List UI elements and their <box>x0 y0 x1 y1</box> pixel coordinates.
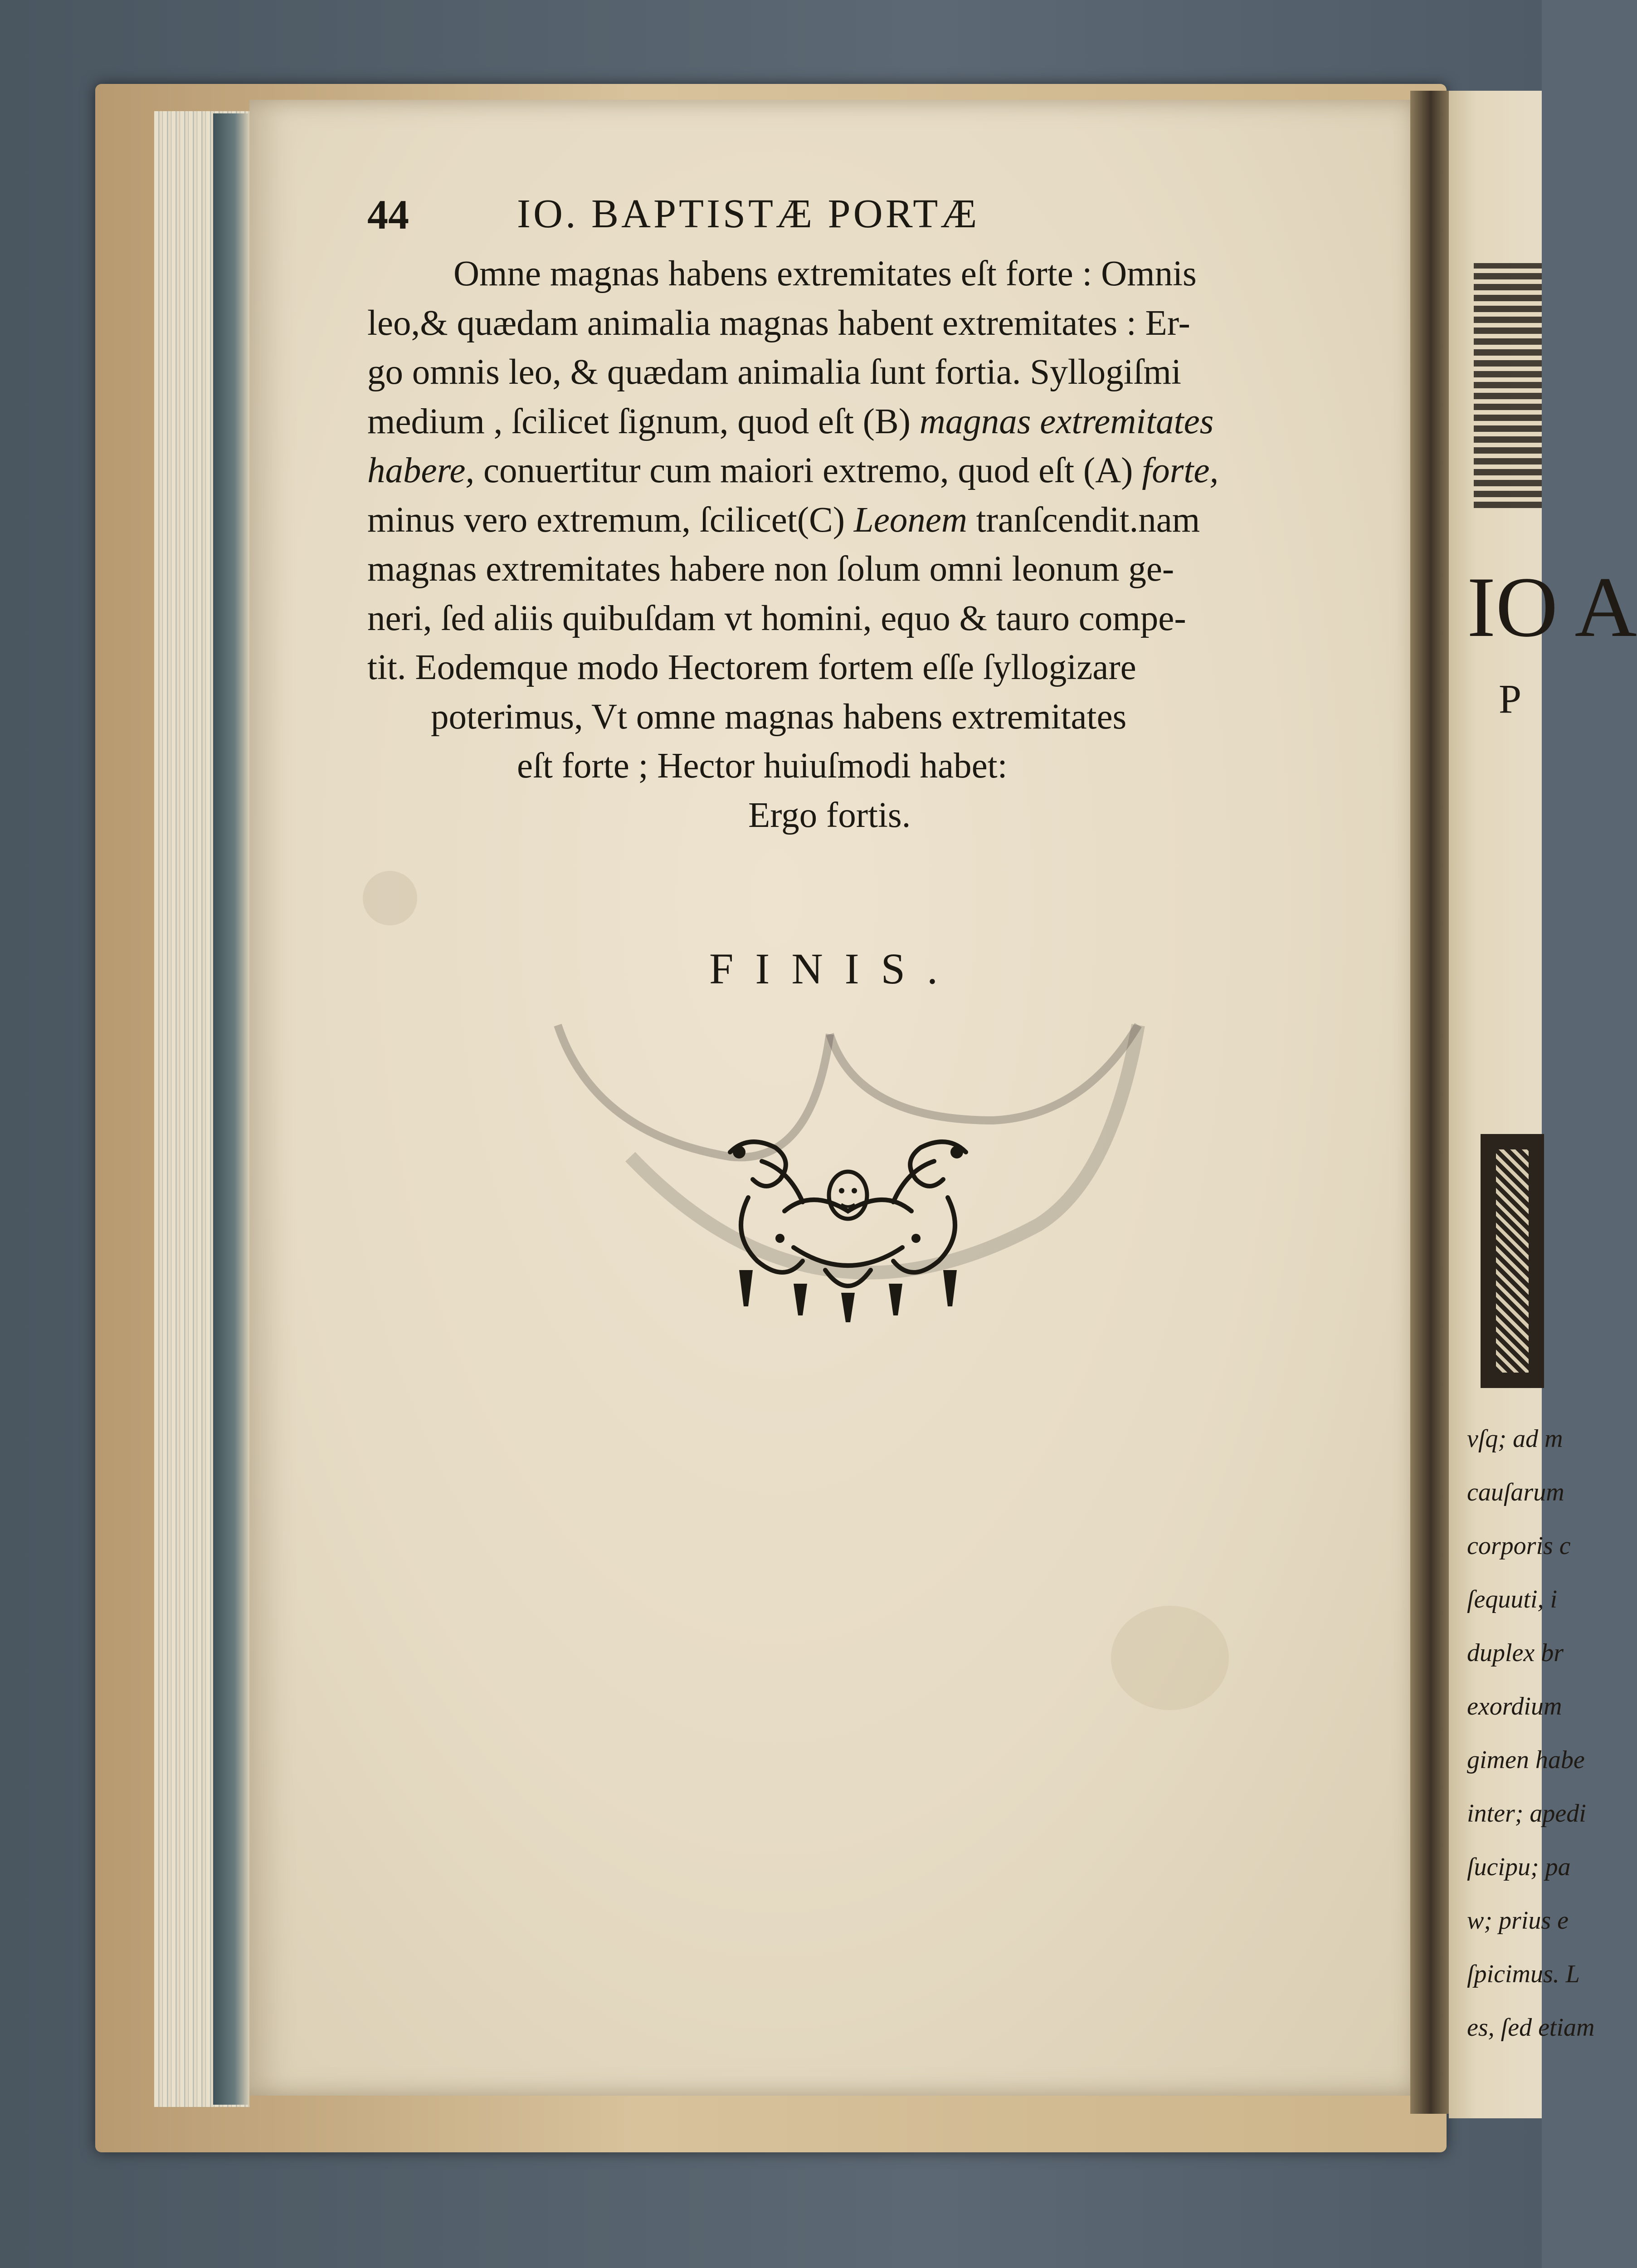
text-fragment: minus vero extremum, ſcilicet(C) <box>367 500 845 540</box>
text-line: poterimus, Vt omne magnas habens extremitates <box>431 697 1127 737</box>
facing-page <box>1449 91 1637 2118</box>
facing-line: exordium <box>1467 1692 1562 1721</box>
text-line <box>367 397 1342 447</box>
facing-line: ſpicimus. L <box>1467 1960 1580 1988</box>
text-line <box>367 446 1342 496</box>
text-line: magnas extremitates habere non ſolum omni leonum ge- <box>367 549 1174 589</box>
facing-title: IO A <box>1467 560 1637 655</box>
text-line: Ergo fortis. <box>748 795 911 835</box>
page-number: 44 <box>367 191 409 238</box>
facing-line: gimen habe <box>1467 1746 1585 1774</box>
facing-line: vſq; ad m <box>1467 1425 1563 1453</box>
facing-line: inter; apedi <box>1467 1799 1586 1828</box>
finis-heading: FINIS. <box>709 944 960 993</box>
printers-ornament <box>721 1134 975 1325</box>
italic-fragment: habere, <box>367 451 475 490</box>
body-text <box>367 249 1342 840</box>
text-line: eſt forte ; Hector huiuſmodi habet: <box>517 746 1008 786</box>
text-line: go omnis leo, & quædam animalia ſunt fortia. Syllogiſmi <box>367 352 1181 392</box>
facing-line: ſequuti, i <box>1467 1585 1558 1613</box>
decorated-initial <box>1481 1134 1544 1388</box>
text-fragment: medium , ſcilicet ſignum, quod eſt (B) <box>367 401 911 441</box>
text-fragment: tranſcendit.nam <box>976 500 1200 540</box>
running-head-title: IO. BAPTISTÆ PORTÆ <box>517 191 980 236</box>
facing-margin-lines <box>1467 1424 1595 2067</box>
running-head <box>367 191 1093 240</box>
page-edges-shadow <box>213 113 249 2105</box>
text-line: tit. Eodemque modo Hectorem fortem eſſe ſyllogizare <box>367 648 1136 687</box>
facing-line: es, ſed etiam <box>1467 2014 1595 2042</box>
text-fragment: conuertitur cum maiori extremo, quod eſt (A) <box>483 451 1133 490</box>
facing-line: cauſarum <box>1467 1478 1564 1506</box>
paper-stain <box>1111 1606 1229 1710</box>
text-line: Omne magnas habens extremitates eſt forte : Omnis <box>453 254 1197 293</box>
facing-line: w; prius e <box>1467 1906 1569 1935</box>
facing-line: ſucipu; pa <box>1467 1853 1571 1881</box>
paper-stain <box>363 871 417 925</box>
text-line: leo,& quædam animalia magnas habent extremitates : Er- <box>367 303 1190 343</box>
facing-line: duplex br <box>1467 1639 1564 1667</box>
text-line <box>367 496 1342 545</box>
italic-fragment: Leonem <box>853 500 967 540</box>
facing-line: corporis c <box>1467 1532 1571 1560</box>
text-line: neri, ſed aliis quibuſdam vt homini, equo & tauro compe- <box>367 598 1186 638</box>
facing-subtitle: P <box>1499 677 1522 722</box>
italic-fragment: magnas extremitates <box>919 401 1214 441</box>
italic-fragment: forte, <box>1142 451 1219 490</box>
facing-ornament-band <box>1474 263 1542 508</box>
book-gutter <box>1410 91 1451 2114</box>
